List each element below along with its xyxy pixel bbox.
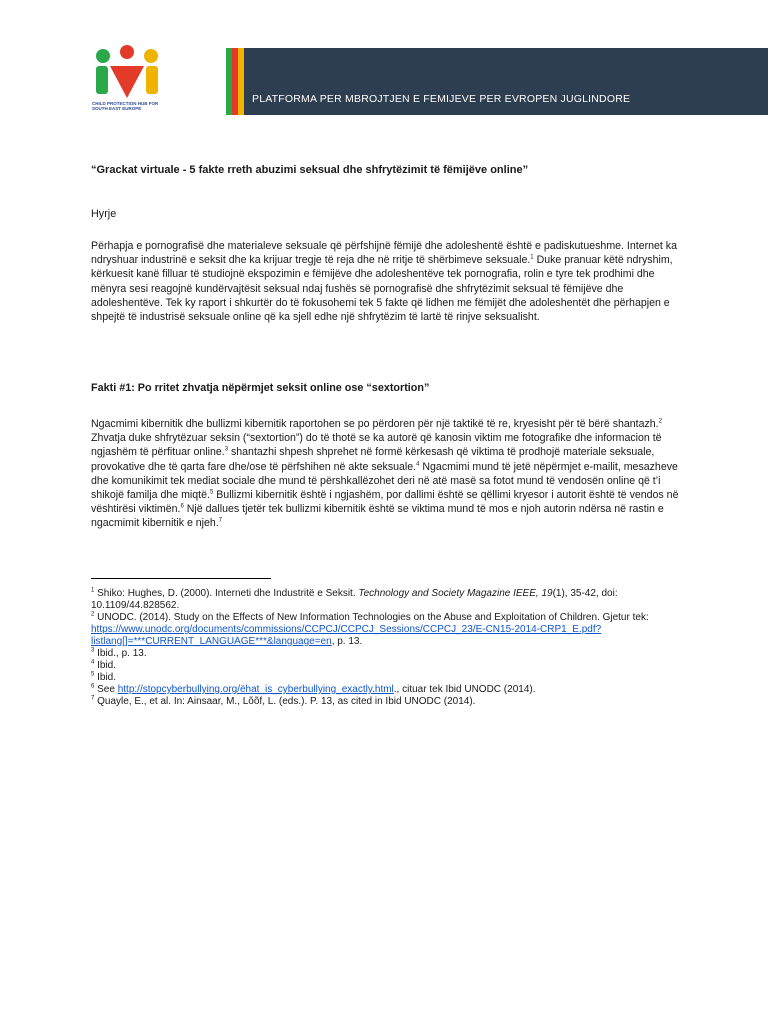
- banner-panel: [244, 48, 768, 115]
- header-banner: [226, 48, 768, 115]
- footnotes: [91, 588, 681, 708]
- footnote-number: 3: [91, 647, 95, 654]
- unodc-link[interactable]: https://www.unodc.org/documents/commissions/CCPCJ/CCPCJ_Sessions/CCPCJ_23/E-CN15-2014-CRP1_E.pdf?listlang[]=***CURRENT_LANGUAGE***&language=en: [91, 624, 602, 647]
- intro-paragraph: [91, 239, 681, 324]
- fact1-text: Ngacmimi kibernitik dhe bullizmi kibernitik raportohen se po përdoren për një taktikë të re, kryesisht për të bërë shantazh.: [91, 418, 659, 430]
- footnote-1: [91, 588, 681, 612]
- footnote-text: Ibid.: [94, 660, 117, 671]
- footnote-text: Ibid., p. 13.: [94, 648, 147, 659]
- footnote-text: See: [94, 684, 118, 695]
- footnote-number: 2: [91, 611, 95, 618]
- footnote-ref: 4: [416, 461, 420, 468]
- fact1-text: Ngacmimi mund të jetë nëpërmjet e-mailit, mesazheve dhe komunikimit tek mediat sociale dhe mund të përshkallëzohet deri në atë masë sa fotot mund të vendosën online që t’i shikojë familja dhe miqtë.: [91, 460, 678, 502]
- footnote-ref: 7: [218, 517, 223, 524]
- footnote-5: [91, 672, 681, 684]
- footnote-separator: [91, 578, 271, 579]
- stopcyberbullying-link[interactable]: http://stopcyberbullying.org/ëhat_is_cyberbullying_exactly.html: [117, 684, 394, 695]
- footnote-text: (1), 35-42, doi: 10.1109/44.828562.: [91, 588, 618, 611]
- footnote-6: [91, 684, 681, 696]
- footnote-ref: 2: [658, 418, 662, 425]
- footnote-text: , p. 13.: [331, 636, 363, 647]
- intro-text-2: Duke pranuar këtë ndryshim, kërkuesit kanë filluar të studiojnë ekspozimin e fëmijëve dhe adoleshentëve tek pornografia, rolin e tyre tek prodhimi dhe mënyra sesi reagojnë kundërvajtësit seksual ndaj fushës së pornografisë dhe shfrytëzimit seksual të fëmijëve dhe adoleshentëve. Tek ky raport i shkurtër do të fokusohemi tek 5 fakte që lidhen me fëmijët dhe adoleshentët dhe përhapjen e shpejtë të industrisë seksuale online që ka sjell edhe një shfrytëzim të lartë të rinjve seksualisht.: [91, 254, 673, 324]
- fact1-text: shantazhi shpesh shprehet në formë kërkesash që viktima të prodhojë materiale seksuale, provokative dhe të qarta fare dhe/ose të përfshihen në akte seksuale.: [91, 446, 655, 473]
- footnote-4: [91, 660, 681, 672]
- footnote-3: [91, 648, 681, 660]
- footnote-number: 1: [91, 587, 95, 594]
- footnote-journal: Technology and Society Magazine IEEE, 19: [358, 588, 553, 599]
- footnote-ref: 1: [530, 254, 534, 261]
- footnote-text: UNODC. (2014). Study on the Effects of New Information Technologies on the Abuse and Exploitation of Children. Gjetur tek:: [94, 612, 649, 623]
- footnote-text: Quayle, E., et al. In: Ainsaar, M., Lõõf, L. (eds.). P. 13, as cited in Ibid UNODC (2014).: [94, 696, 476, 707]
- intro-heading: Hyrje: [91, 208, 117, 220]
- fact1-heading: Fakti #1: Po rritet zhvatja nëpërmjet seksit online ose “sextortion”: [91, 382, 430, 394]
- fact1-text: Bullizmi kibernitik është i ngjashëm, por dallimi është se qëllimi kryesor i autorit është të vendos në vështirësi viktimën.: [91, 489, 679, 516]
- footnote-2: [91, 612, 681, 648]
- footnote-number: 7: [91, 695, 95, 702]
- intro-text-1: Përhapja e pornografisë dhe materialeve seksuale që përfshijnë fëmijë dhe adoleshentë është e padiskutueshme. Internet ka ndryshuar industrinë e seksit dhe ka krijuar tregje të reja dhe në rritje të shërbimeve seksuale.: [91, 240, 677, 267]
- banner-title: PLATFORMA PER MBROJTJEN E FEMIJEVE PER EVROPEN JUGLINDORE: [252, 93, 631, 105]
- fact1-text: Zhvatja duke shfrytëzuar seksin (“sextortion”) do të thotë se ka autorë që kanosin viktim me fotografike dhe informacion të ngjashëm të përfituar online.: [91, 432, 662, 459]
- footnote-number: 4: [91, 659, 95, 666]
- footnote-number: 6: [91, 683, 95, 690]
- footnote-ref: 3: [224, 446, 229, 453]
- fact1-paragraph: [91, 417, 681, 531]
- footnote-ref: 5: [209, 489, 214, 496]
- fact1-text: Një dallues tjetër tek bullizmi kibernitik është se viktima mund të mos e njoh autorin ndërsa në rastin e ngacmimit kibernitik e njeh.: [91, 503, 664, 530]
- logo-caption: CHILD PROTECTION HUB FOR SOUTH EAST EUROPE: [92, 101, 159, 111]
- footnote-ref: 6: [180, 503, 184, 510]
- footnote-text: ., cituar tek Ibid UNODC (2014).: [393, 684, 536, 695]
- footnote-number: 5: [91, 671, 95, 678]
- footnote-7: [91, 696, 681, 708]
- footnote-text: Ibid.: [94, 672, 117, 683]
- document-title: “Grackat virtuale - 5 fakte rreth abuzimi seksual dhe shfrytëzimit të fëmijëve online”: [91, 164, 529, 176]
- footnote-text: Shiko: Hughes, D. (2000). Interneti dhe Industritë e Seksit.: [94, 588, 359, 599]
